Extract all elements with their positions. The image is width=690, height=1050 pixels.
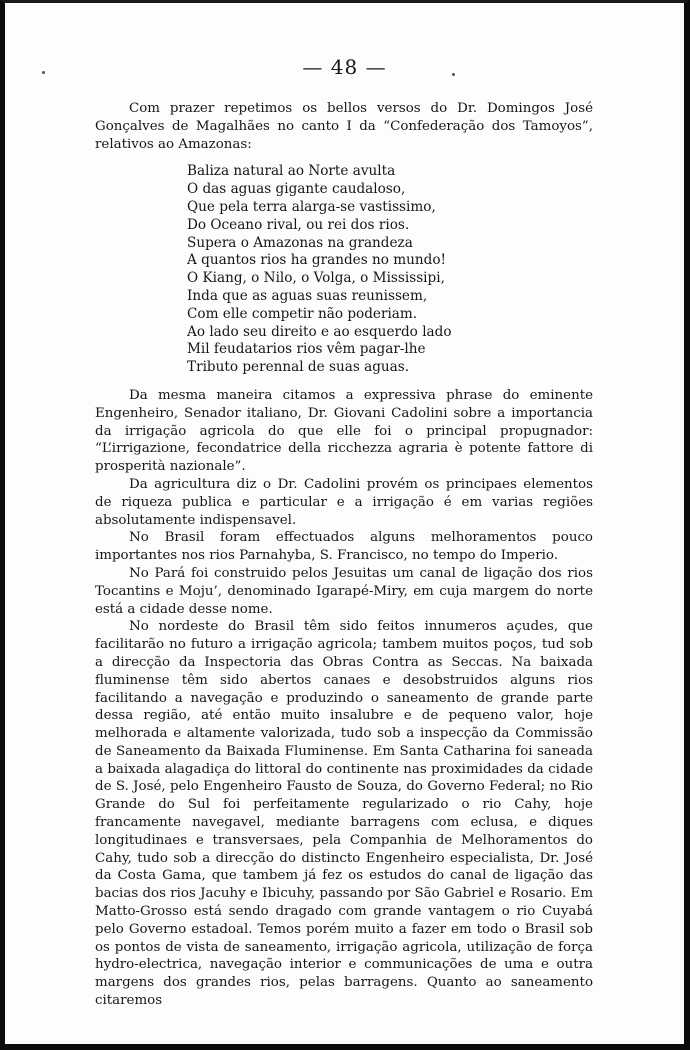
poem-line: Baliza natural ao Norte avulta <box>187 163 396 180</box>
poem-line: Que pela terra alarga-se vastissimo, <box>187 198 436 215</box>
poem-stanza <box>187 163 593 377</box>
page-body <box>95 100 593 1010</box>
poem-line: Inda que as aguas suas reunissem, <box>187 287 428 304</box>
paragraph-para-canal: No Pará foi construido pelos Jesuitas um canal de ligação dos rios Tocantins e Moju’, denominado Igarapé-Miry, em cuja margem do norte está a cidade desse nome. <box>95 565 593 617</box>
poem-line: Com elle competir não poderiam. <box>187 305 418 322</box>
intro-paragraph: Com prazer repetimos os bellos versos do Dr. Domingos José Gonçalves de Magalhães no canto I da “Confederação dos Tamoyos”, relativos ao Amazonas: <box>95 101 593 152</box>
page-number: — 48 — <box>302 55 387 79</box>
poem-line: Ao lado seu direito e ao esquerdo lado <box>187 323 452 340</box>
paragraph-brasil-improvements: No Brasil foram effectuados alguns melhoramentos pouco importantes nos rios Parnahyba, S. Francisco, no tempo do Imperio. <box>95 530 593 564</box>
paragraph-nordeste-works: No nordeste do Brasil têm sido feitos innumeros açudes, que facilitarão no futuro a irrigação agricola; tambem muitos poços, tud sob a direcção da Inspectoria das Obras Contra as Seccas. Na baixada fluminense têm sido abertos canaes e desobstruidos alguns rios facilitando a navegação e produzindo o saneamento de grande parte dessa região, até então muito insalubre e de pequeno valor, hoje melhorada e altamente valorizada, tudo sob a inspecção da Commissão de Saneamento da Baixada Fluminense. Em Santa Catharina foi saneada a baixada alagadiça do littoral do continente nas proximidades da cidade de S. José, pelo Engenheiro Fausto de Souza, do Governo Federal; no Rio Grande do Sul foi perfeitamente regularizado o rio Cahy, hoje francamente navegavel, mediante barragens com eclusa, e diques longitudinaes e transversaes, pela Companhia de Melhoramentos do Cahy, tudo sob a direcção do distincto Engenheiro especialista, Dr. José da Costa Gama, que tambem já fez os estudos do canal de ligação das bacias dos rios Jacuhy e Ibicuhy, passando por São Gabriel e Rosario. Em Matto-Grosso está sendo dragado com grande vantagem o rio Cuyabá pelo Governo estadoal. Temos porém muito a fazer em todo o Brasil sob os pontos de vista de saneamento, irrigação agricola, utilização de força hydro-electrica, navegação interior e communicações de uma e outra margens dos grandes rios, pelas barragens. Quanto ao saneamento citaremos <box>95 619 594 1009</box>
poem-line: O das aguas gigante caudaloso, <box>187 181 406 198</box>
poem-line: Tributo perennal de suas aguas. <box>187 359 410 376</box>
poem-line: O Kiang, o Nilo, o Volga, o Mississipi, <box>187 270 445 287</box>
poem-line: A quantos rios ha grandes no mundo! <box>187 252 447 269</box>
paragraph-agriculture: Da agricultura diz o Dr. Cadolini provém os principaes elementos de riqueza publica e particular e a irrigação é em varias regiões absolutamente indispensavel. <box>95 476 593 528</box>
poem-line: Mil feudatarios rios vêm pagar-lhe <box>187 341 426 358</box>
poem-line: Supera o Amazonas na grandeza <box>187 234 413 251</box>
paragraph-cadolini-quote: Da mesma maneira citamos a expressiva phrase do eminente Engenheiro, Senador italiano, Dr. Giovani Cadolini sobre a importancia da irrigação agricola do que elle foi o principal propugnador: “L’irrigazione, fecondatrice della ricchezza agraria è potente fattore di prosperità nazionale”. <box>95 387 593 475</box>
poem-line: Do Oceano rival, ou rei dos rios. <box>187 216 410 233</box>
